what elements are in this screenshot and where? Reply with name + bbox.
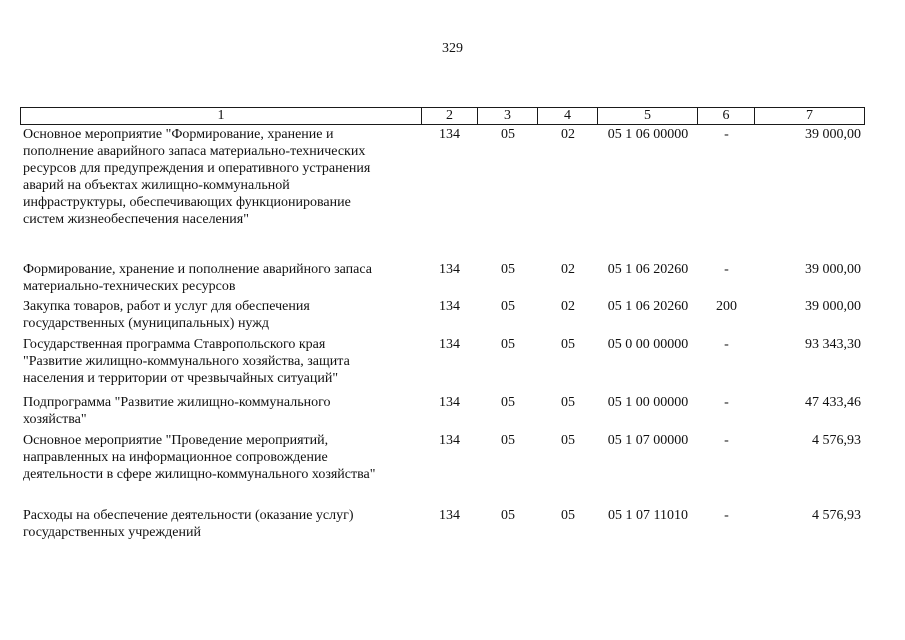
page-number: 329 [442,41,463,56]
row-name-line: государственных (муниципальных) нужд [23,316,270,331]
row-vr-code: - [724,337,729,352]
row-name-line: деятельности в сфере жилищно-коммунального хозяйства" [23,467,376,482]
row-cs-code: 05 1 06 20260 [607,262,689,277]
header-col-6: 6 [698,108,755,124]
row-name [23,507,418,541]
row-name-line: ресурсов для предупреждения и оперативного устранения [23,161,371,176]
row-name-line: пополнение аварийного запаса материально-технических [23,144,366,159]
row-rz-code: 05 [501,395,515,410]
row-name [23,261,418,295]
header-col-1: 1 [21,108,422,124]
row-rz-code: 05 [501,299,515,314]
row-pr-code: 05 [561,395,575,410]
row-gr-code: 134 [439,262,460,277]
row-name-line: инфраструктуры, обеспечивающих функционирование [23,195,351,210]
row-cs-code: 05 1 06 20260 [607,299,689,314]
row-vr-code: - [724,127,729,142]
row-name-line: Основное мероприятие "Формирование, хранение и [23,127,334,142]
row-cs-code: 05 1 07 00000 [607,433,689,448]
row-name-line: Основное мероприятие "Проведение мероприятий, [23,433,329,448]
row-name-line: направленных на информационное сопровождение [23,450,328,465]
row-sum: 4 576,93 [812,508,861,523]
row-vr-code: - [724,262,729,277]
row-sum: 39 000,00 [805,262,861,277]
row-name-line: аварий на объектах жилищно-коммунальной [23,178,290,193]
row-gr-code: 134 [439,337,460,352]
row-rz-code: 05 [501,262,515,277]
row-sum: 4 576,93 [812,433,861,448]
row-pr-code: 02 [561,262,575,277]
row-name-line: населения и территории от чрезвычайных ситуаций" [23,371,339,386]
header-col-4: 4 [538,108,598,124]
row-pr-code: 02 [561,299,575,314]
row-gr-code: 134 [439,433,460,448]
row-name-line: хозяйства" [23,412,87,427]
row-vr-code: - [724,508,729,523]
row-name [23,126,418,228]
row-name-line: материально-технических ресурсов [23,279,236,294]
row-cs-code: 05 0 00 00000 [607,337,689,352]
row-name [23,298,418,332]
row-sum: 47 433,46 [805,395,861,410]
table-header [20,107,865,125]
row-vr-code: - [724,433,729,448]
row-vr-code: - [724,395,729,410]
header-col-7: 7 [806,108,813,123]
row-cs-code: 05 1 06 00000 [607,127,689,142]
row-name-line: Формирование, хранение и пополнение аварийного запаса [23,262,372,277]
row-rz-code: 05 [501,433,515,448]
row-name-line: систем жизнеобеспечения населения" [23,212,249,227]
row-sum: 39 000,00 [805,299,861,314]
row-cs-code: 05 1 00 00000 [607,395,689,410]
row-sum: 39 000,00 [805,127,861,142]
row-name-line: Подпрограмма "Развитие жилищно-коммунального [23,395,331,410]
row-name-line: государственных учреждений [23,525,201,540]
row-rz-code: 05 [501,127,515,142]
row-pr-code: 05 [561,433,575,448]
row-pr-code: 05 [561,337,575,352]
row-pr-code: 02 [561,127,575,142]
row-gr-code: 134 [439,508,460,523]
row-name-line: Государственная программа Ставропольского края [23,337,326,352]
row-name [23,432,418,483]
row-gr-code: 134 [439,395,460,410]
header-col-5: 5 [598,108,698,124]
row-gr-code: 134 [439,299,460,314]
row-name-line: Расходы на обеспечение деятельности (оказание услуг) [23,508,354,523]
row-name [23,336,418,387]
row-name-line: "Развитие жилищно-коммунального хозяйства, защита [23,354,350,369]
row-name [23,394,418,428]
row-rz-code: 05 [501,337,515,352]
row-rz-code: 05 [501,508,515,523]
header-col-3: 3 [478,108,538,124]
header-col-2: 2 [422,108,478,124]
row-cs-code: 05 1 07 11010 [608,508,688,523]
row-pr-code: 05 [561,508,575,523]
row-name-line: Закупка товаров, работ и услуг для обеспечения [23,299,310,314]
row-vr-code: 200 [716,299,737,314]
row-gr-code: 134 [439,127,460,142]
row-sum: 93 343,30 [805,337,861,352]
